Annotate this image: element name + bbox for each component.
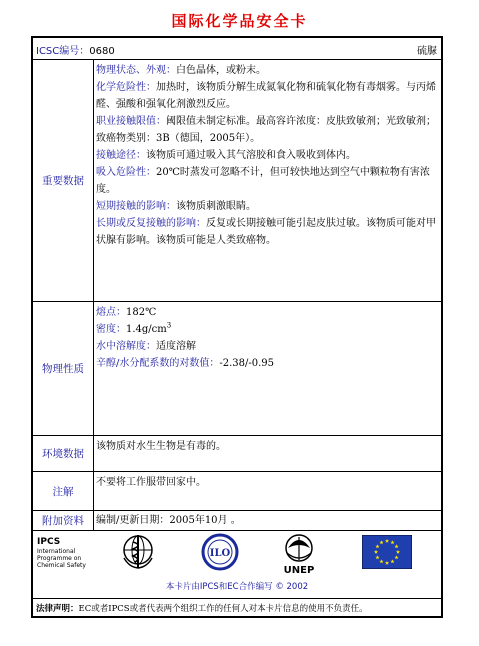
line-key: 长期或反复接触的影响：: [96, 218, 206, 229]
logpow-value: -2.38/-0.95: [219, 358, 275, 369]
section-additional: [33, 511, 441, 531]
important-line: [96, 113, 439, 147]
log-pow: [96, 355, 439, 372]
line-text: 反复或长期接触可能引起皮肤过敏。该物质可能对甲状腺有影响。该物质可能是人类致癌物。: [96, 218, 436, 246]
line-text: 20℃时蒸发可忽略不计，但可较快地达到空气中颗粒物有害浓度。: [96, 167, 430, 195]
section-environment: [33, 436, 441, 472]
important-line: [96, 164, 439, 198]
ipcs-line: Chemical Safety: [37, 562, 86, 569]
additional-text: 编制/更新日期：2005年10月 。: [96, 515, 241, 526]
eu-flag-icon: [362, 535, 412, 569]
unep-logo-icon: [279, 533, 319, 575]
solubility-value: 适度溶解: [156, 341, 196, 352]
line-text: 加热时，该物质分解生成氮氧化物和硫氧化物有毒烟雾。与丙烯醛、强酸和强氧化剂激烈反应。: [96, 82, 436, 110]
line-text: 该物质刺激眼睛。: [176, 201, 256, 212]
section-label-important: 重要数据: [33, 60, 94, 301]
ilo-logo-icon: [201, 533, 239, 571]
who-logo-icon: [121, 534, 155, 570]
card-header: [33, 38, 441, 60]
density: [96, 321, 439, 338]
line-key: 化学危险性：: [96, 82, 156, 93]
density-key: 密度：: [96, 324, 126, 335]
melting-point: [96, 304, 439, 321]
section-label-environment: 环境数据: [33, 436, 94, 471]
ipcs-title: IPCS: [37, 537, 61, 547]
ipcs-line: Programme on: [37, 555, 82, 562]
important-content: [94, 60, 441, 301]
section-important: [33, 60, 441, 302]
ilo-text: ILO: [209, 548, 231, 559]
ipcs-line: International: [37, 548, 76, 555]
icsc-label: ICSC编号：: [36, 46, 90, 57]
density-value: 1.4g/cm: [126, 324, 167, 335]
important-line: [96, 198, 439, 215]
important-line: [96, 215, 439, 249]
line-key: 接触途径：: [96, 150, 146, 161]
melting-value: 182℃: [126, 307, 157, 318]
section-label-additional: 附加资料: [33, 511, 94, 530]
important-line: [96, 62, 439, 79]
logpow-key: 辛醇/水分配系数的对数值：: [96, 358, 220, 369]
water-solubility: [96, 338, 439, 355]
legal-notice: [33, 599, 441, 616]
melting-key: 熔点：: [96, 307, 126, 318]
important-line: [96, 79, 439, 113]
chemical-name: 硫脲: [417, 46, 437, 57]
logo-strip: [33, 531, 441, 599]
line-key: 职业接触限值：: [96, 116, 166, 127]
legal-body: EC或者IPCS或者代表两个组织工作的任何人对本卡片信息的使用不负责任。: [78, 604, 368, 614]
section-notes: [33, 472, 441, 511]
environment-text: 该物质对水生生物是有毒的。: [96, 441, 226, 452]
legal-text: [36, 602, 368, 614]
section-label-physical: 物理性质: [33, 302, 94, 435]
section-label-notes: 注解: [33, 472, 94, 510]
page-title: 国际化学品安全卡: [171, 12, 308, 30]
line-key: 吸入危险性：: [96, 167, 156, 178]
icsc-number: [36, 42, 115, 57]
physical-content: [94, 302, 441, 435]
unep-text: UNEP: [283, 565, 315, 575]
section-physical: [33, 302, 441, 436]
line-text: 该物质可通过吸入其气溶胶和食入吸收到体内。: [146, 150, 356, 161]
credit-line: 本卡片由IPCS和EC合作编写 © 2002: [165, 582, 309, 592]
notes-text: 不要将工作服带回家中。: [96, 477, 206, 488]
solubility-key: 水中溶解度：: [96, 341, 156, 352]
safety-card: [31, 36, 443, 618]
density-unit-sup: 3: [166, 321, 172, 330]
line-text: 阈限值未制定标准。最高容许浓度：皮肤致敏剂；光致敏剂；致癌物类别：3B（德国，2005年）。: [96, 116, 436, 144]
icsc-value: 0680: [89, 46, 115, 57]
line-key: 物理状态、外观：: [96, 65, 176, 76]
important-line: [96, 147, 439, 164]
line-text: 白色晶体，或粉末。: [176, 65, 266, 76]
ipcs-block: [37, 537, 86, 569]
legal-key: 法律声明：: [36, 604, 79, 614]
line-key: 短期接触的影响：: [96, 201, 176, 212]
